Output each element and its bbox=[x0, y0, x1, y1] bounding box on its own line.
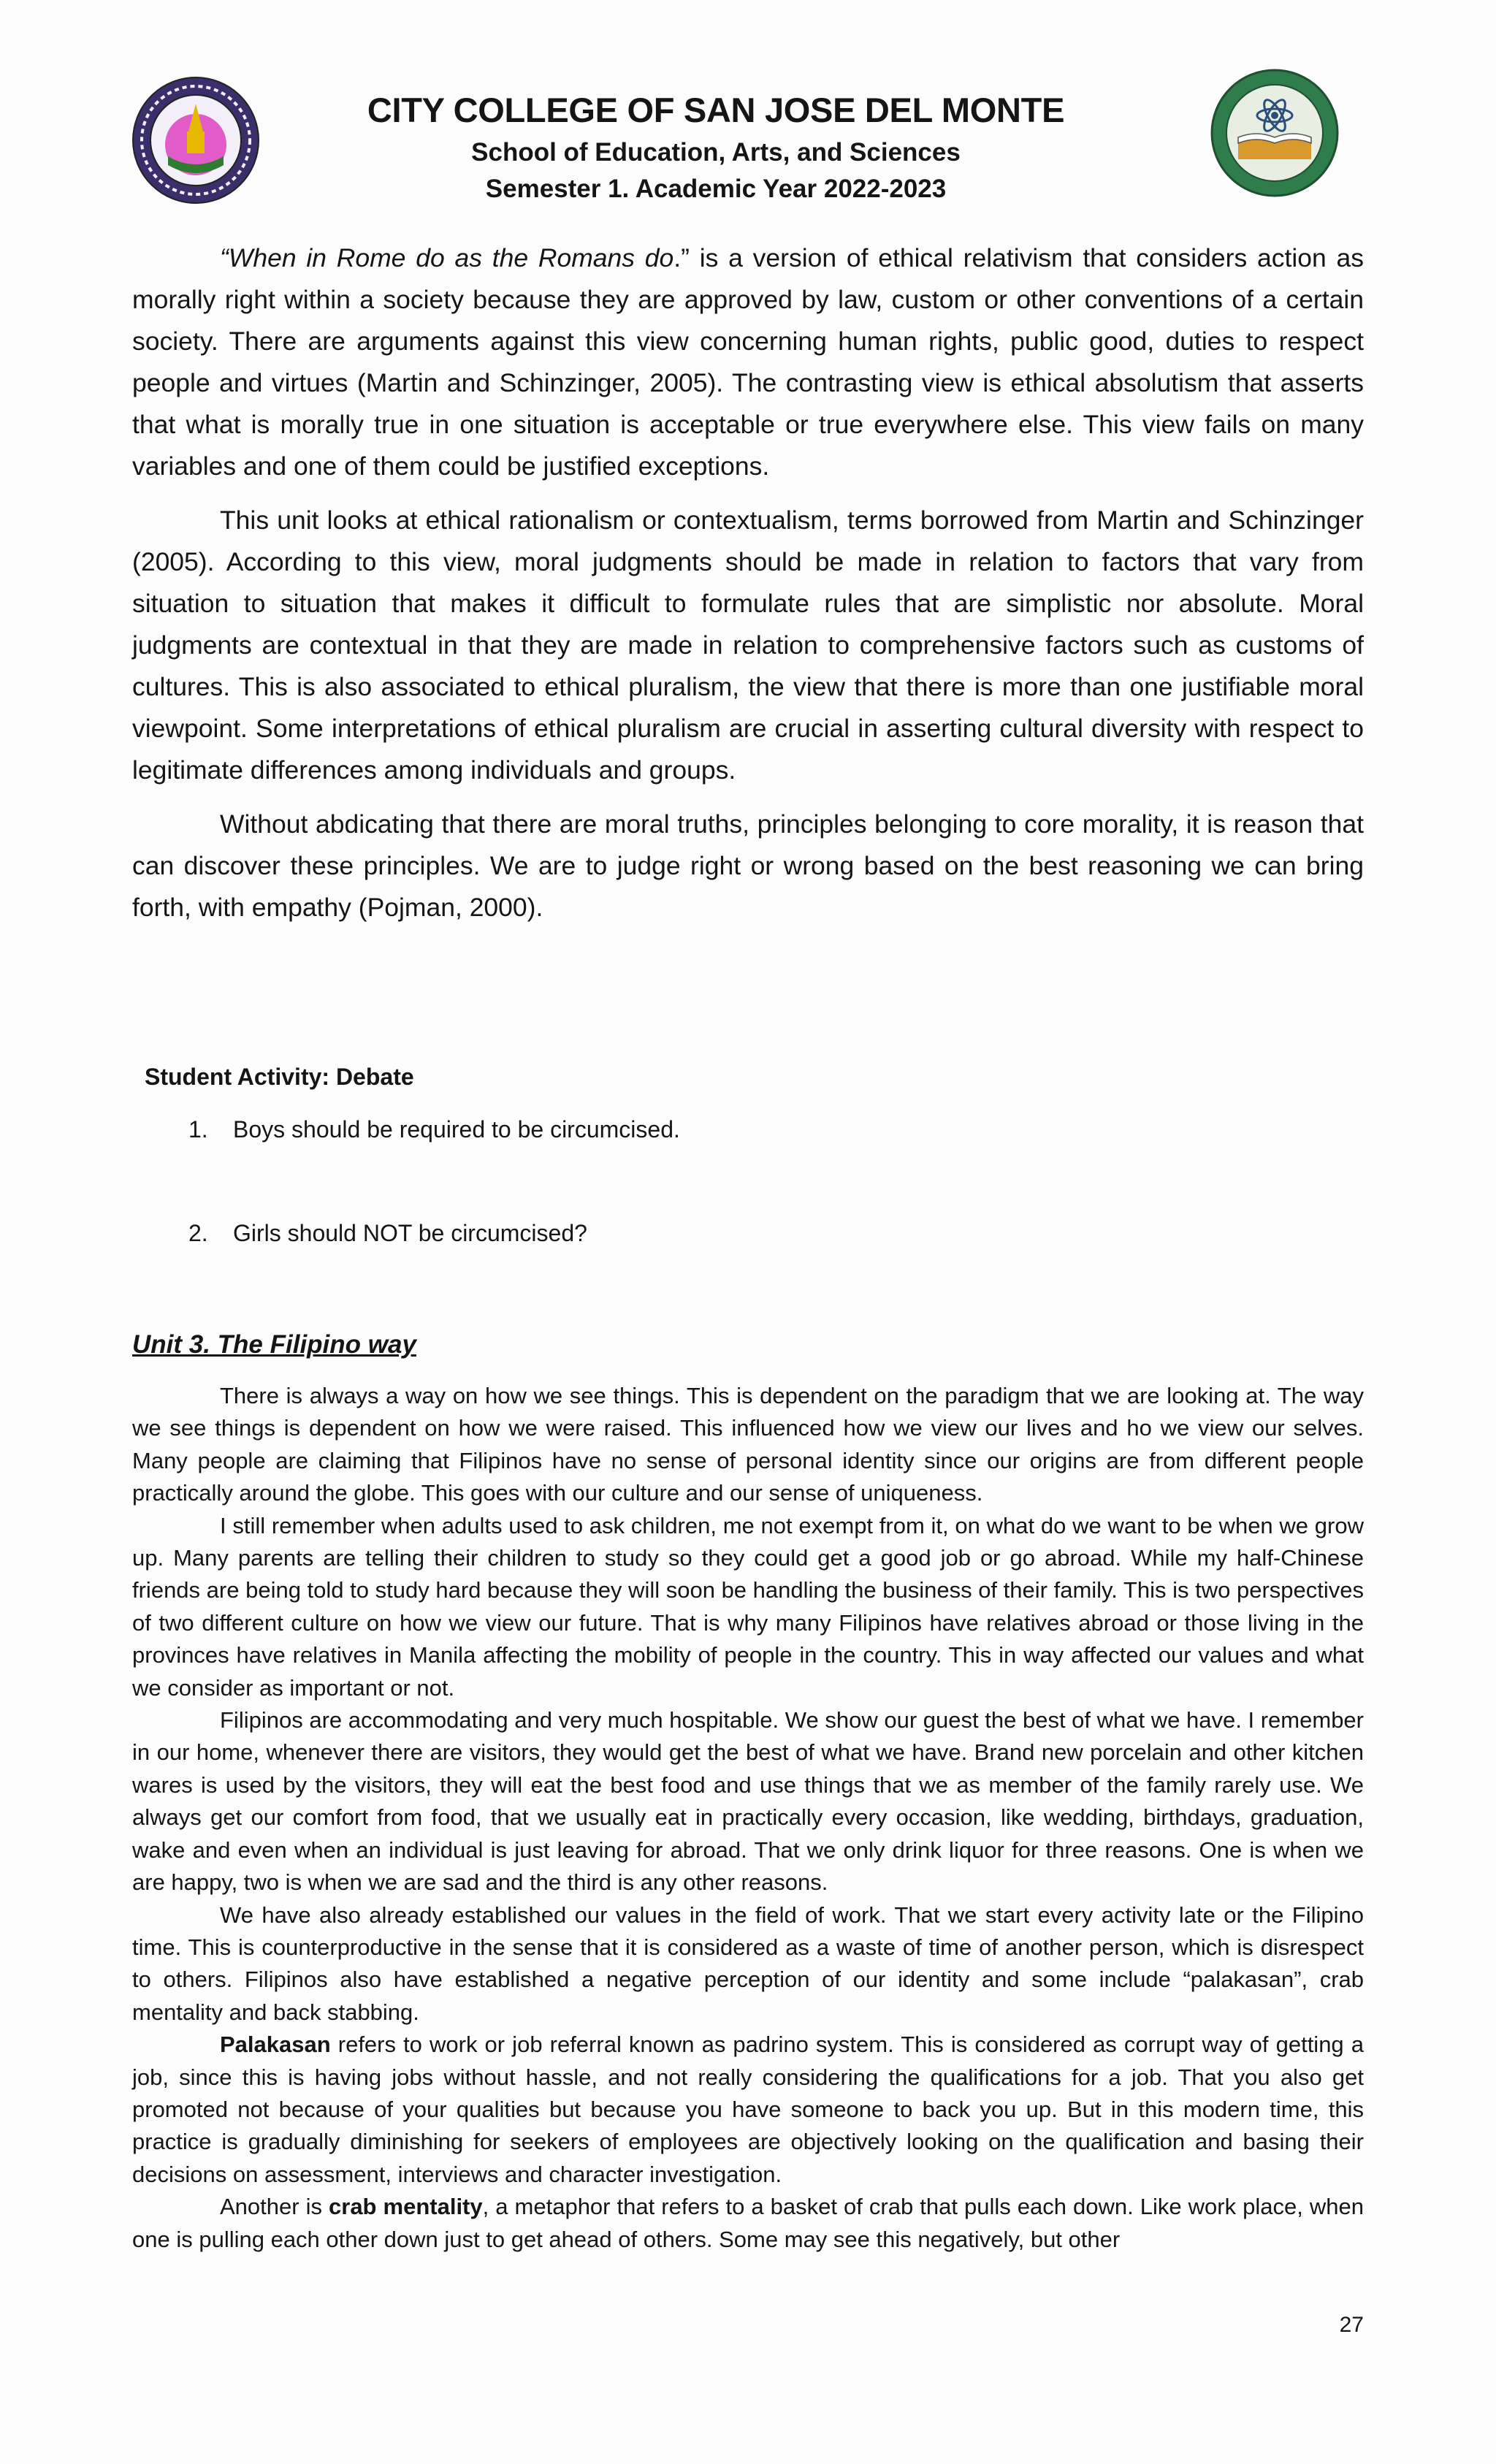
palakasan-term: Palakasan bbox=[220, 2032, 331, 2058]
activity-heading: Student Activity: Debate bbox=[145, 1064, 414, 1090]
unit-paragraph-6-lead: Another is bbox=[220, 2194, 329, 2220]
school-seal-logo bbox=[1209, 67, 1340, 199]
intro-paragraph-1-text: .” is a version of ethical relativism that considers action as morally right within a society because they are approved by law, custom or other conventions of a certain society. There are arguments against this view concerning human rights, public good, duties to respect people and virtues (Martin and Schinzinger, 2005). The contrasting view is ethical absolutism that asserts that what is morally true in one situation is acceptable or true everywhere else. This view fails on many variables and one of them could be justified exceptions. bbox=[132, 243, 1364, 481]
rome-quote: “When in Rome do as the Romans do bbox=[220, 243, 674, 272]
intro-paragraph-1 bbox=[132, 237, 1364, 487]
intro-paragraph-3: Without abdicating that there are moral truths, principles belonging to core morality, it is reason that can discover these principles. We are to judge right or wrong based on the best reasoning we can bring forth, with empathy (Pojman, 2000). bbox=[132, 809, 1364, 922]
document-header bbox=[234, 86, 1198, 207]
semester-line: Semester 1. Academic Year 2022-2023 bbox=[485, 175, 947, 203]
unit-paragraph-5 bbox=[132, 2029, 1364, 2191]
activity-item-number: 1. bbox=[188, 1116, 208, 1143]
activity-item-number: 2. bbox=[188, 1220, 208, 1246]
unit-paragraph-3: Filipinos are accommodating and very much hospitable. We show our guest the best of what we have. I remember in our home, whenever there are visitors, they would get the best of what we have. Brand new porcelain and other kitchen wares is used by the visitors, they will eat the best food and use things that we as member of the family rarely use. We always get our comfort from food, that we usually eat in practically every occasion, like wedding, birthdays, graduation, wake and even when an individual is just leaving for abroad. That we only drink liquor for three reasons. One is when we are happy, two is when we are sad and the third is any other reasons. bbox=[132, 1707, 1364, 1896]
activity-item-text: Boys should be required to be circumcised. bbox=[233, 1116, 680, 1143]
unit-paragraph-2: I still remember when adults used to ask children, me not exempt from it, on what do we want to be when we grow up. Many parents are telling their children to study so they could get a good job or go abroad. While my half-Chinese friends are being told to study hard because they will soon be handling the business of their family. This is two perspectives of two different culture on how we view our future. That is why many Filipinos have relatives abroad or those living in the provinces have relatives in Manila affecting the mobility of people in the country. This in way affected our values and what we consider as important or not. bbox=[132, 1512, 1364, 1701]
activity-item-text: Girls should NOT be circumcised? bbox=[233, 1220, 587, 1246]
unit-body bbox=[132, 1380, 1364, 2256]
unit-paragraph-6-text: , a metaphor that refers to a basket of crab that pulls each down. Like work place, when one is pulling each other down just to get ahead of others. Some may see this negatively, but other bbox=[132, 2194, 1364, 2252]
school-name: School of Education, Arts, and Sciences bbox=[471, 138, 961, 167]
intro-section bbox=[132, 237, 1364, 941]
unit-title: Unit 3. The Filipino way bbox=[132, 1330, 416, 1359]
unit-paragraph-5-text: refers to work or job referral known as padrino system. This is considered as corrupt way of getting a job, since this is having jobs without hassle, and not really considering the qualifications for a job. That you also get promoted not because of your qualities but because you have someone to back you up. But in this modern time, this practice is gradually diminishing for seekers of employees are objectively looking on the qualification and basing their decisions on assessment, interviews and character investigation. bbox=[132, 2032, 1364, 2187]
unit-paragraph-4: We have also already established our values in the field of work. That we start every activity late or the Filipino time. This is counterproductive in the sense that it is considered as a waste of time of another person, which is disrespect to others. Filipinos also have established a negative perception of our identity and some include “palakasan”, crab mentality and back stabbing. bbox=[132, 1902, 1364, 2025]
page-number: 27 bbox=[1339, 2313, 1364, 2337]
college-name: CITY COLLEGE OF SAN JOSE DEL MONTE bbox=[367, 91, 1065, 129]
activity-item bbox=[188, 1217, 587, 1249]
crab-mentality-term: crab mentality bbox=[329, 2194, 483, 2220]
unit-paragraph-6 bbox=[132, 2191, 1364, 2256]
activity-item bbox=[188, 1113, 680, 1145]
unit-paragraph-1: There is always a way on how we see things. This is dependent on the paradigm that we are looking at. The way we see things is dependent on how we were raised. This influenced how we view our lives and ho we view our selves. Many people are claiming that Filipinos have no sense of personal identity since our origins are from different people practically around the globe. This goes with our culture and our sense of uniqueness. bbox=[132, 1383, 1364, 1506]
intro-paragraph-2: This unit looks at ethical rationalism or contextualism, terms borrowed from Martin and Schinzinger (2005). According to this view, moral judgments should be made in relation to factors that vary from situation to situation that makes it difficult to formulate rules that are simplistic nor absolute. Moral judgments are contextual in that they are made in relation to comprehensive factors such as customs of cultures. This is also associated to ethical pluralism, the view that there is more than one justifiable moral viewpoint. Some interpretations of ethical pluralism are crucial in asserting cultural diversity with respect to legitimate differences among individuals and groups. bbox=[132, 506, 1364, 785]
